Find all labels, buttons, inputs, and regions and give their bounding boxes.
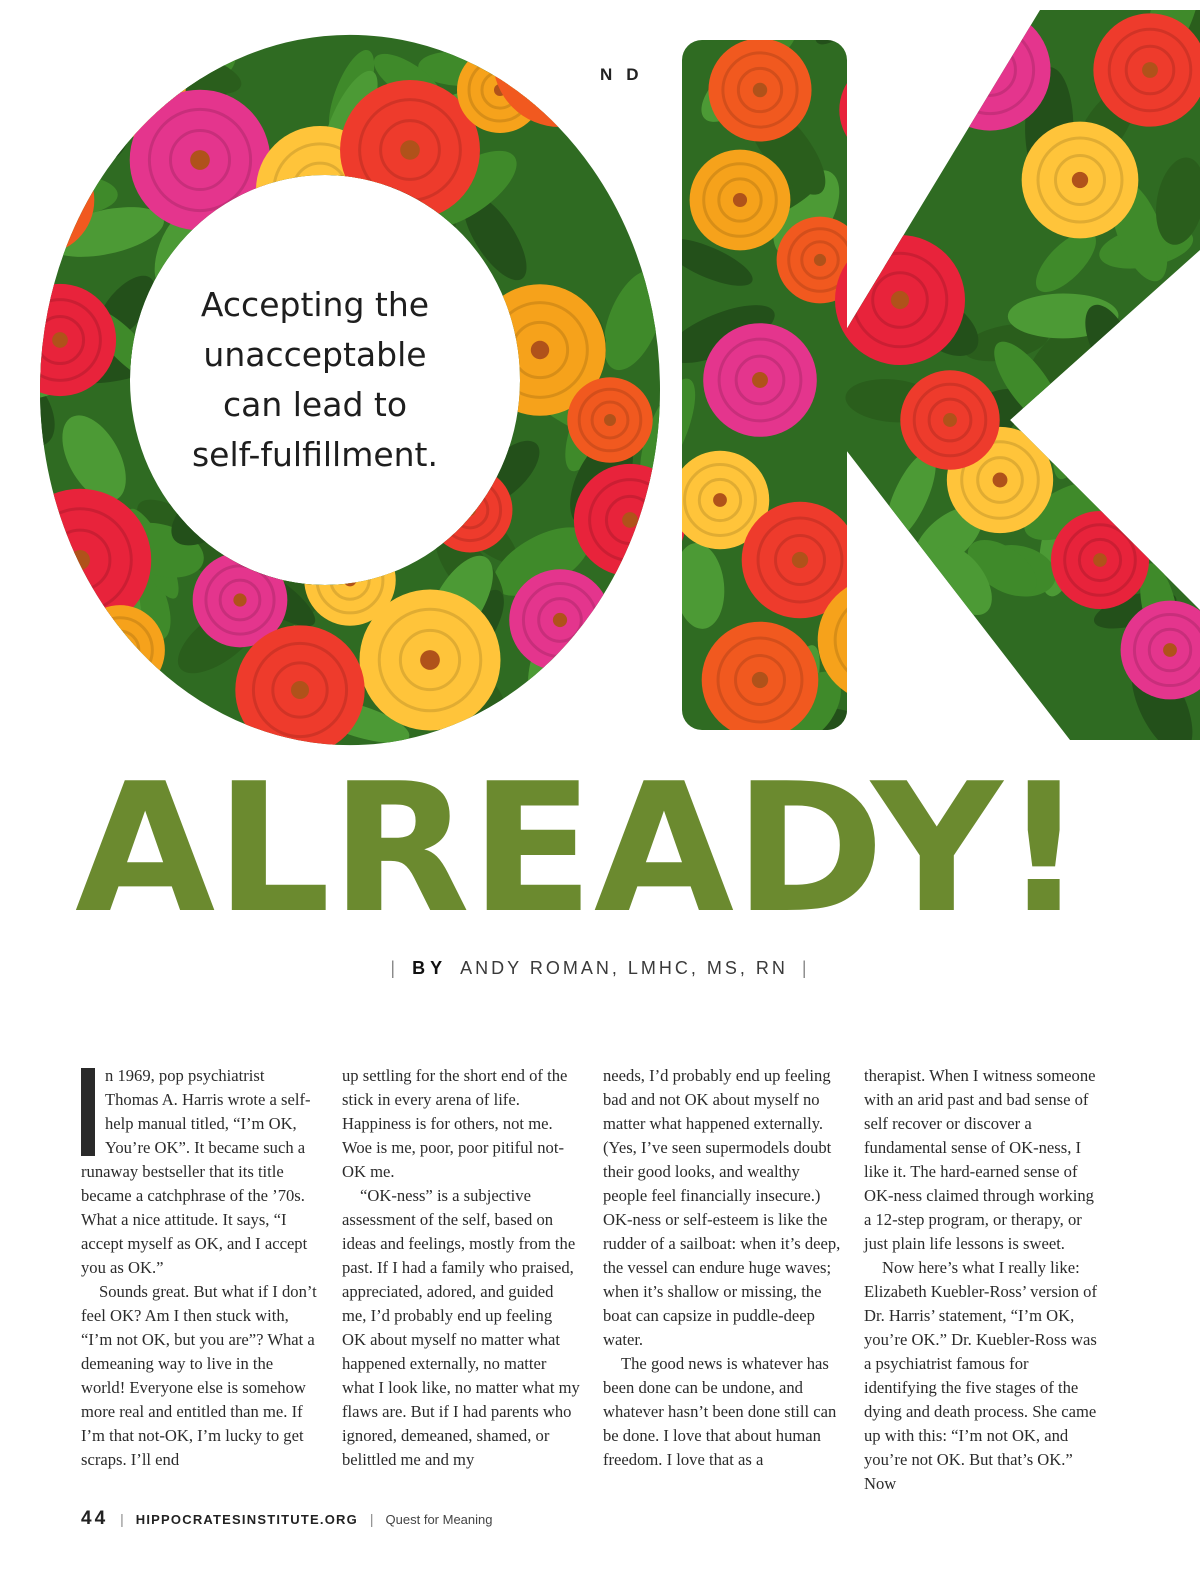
zinnia-petal-ring (106, 56, 154, 104)
page-footer (81, 1506, 493, 1532)
zinnia-petal-ring (854, 74, 927, 147)
leaf-shape (562, 0, 672, 60)
zinnia-petal-ring (869, 89, 912, 132)
article-column-4 (864, 1064, 1102, 1496)
zinnia-center (553, 613, 567, 627)
zinnia-center (883, 103, 897, 117)
zinnia-center (792, 552, 808, 568)
zinnia-center (531, 341, 549, 359)
paragraph-text: n 1969, pop psychiatrist Thomas A. Harris wrote a self-help manual titled, “I’m OK, You’re OK”. It became such a runaway bestseller that its title became a catchphrase of the ’70s. What a nice attitude. It says, “I accept myself as OK, and I accept you as OK.” (81, 1066, 311, 1277)
leaf-shape (834, 45, 950, 155)
leaf-shape (0, 187, 65, 293)
byline-bar: | (801, 958, 810, 978)
zinnia-center (871, 631, 888, 648)
leaf-shape (293, 0, 389, 29)
page-number: 44 (81, 1508, 109, 1529)
zinnia-center (291, 681, 309, 699)
headline-text: ALREADY! (75, 760, 1085, 920)
leaf-shape (0, 244, 52, 302)
subtitle-line: can lead to (222, 385, 408, 424)
article-paragraph (81, 1064, 319, 1280)
zinnia-petal-ring (532, 32, 588, 88)
zinnia-center (551, 51, 570, 70)
zinnia-petal-ring (89, 39, 171, 121)
zinnia-center (1163, 643, 1177, 657)
article-column-3 (603, 1064, 841, 1472)
leaf-shape (148, 0, 246, 32)
zinnia-center (752, 672, 768, 688)
zinnia-petal-ring (835, 595, 925, 685)
footer-section: Quest for Meaning (385, 1511, 493, 1527)
article-paragraph: therapist. When I witness someone with an arid past and bad sense of self recover or discover a fundamental sense of OK-ness, I like it. The hard-earned sense of OK-ness claimed through working a 12-step program, or therapy, or just plain life lessons is sweet. (864, 1066, 1096, 1253)
leaf-shape (1150, 294, 1200, 399)
byline (0, 958, 1200, 979)
zinnia-center (400, 140, 420, 160)
article-paragraph: “OK-ness” is a subjective assessment of the self, based on ideas and feelings, mostly from the past. If I had a family who praised, appreciated, adored, and guided me, I’d probably end up feeling OK about myself no matter what happened externally, no matter what I look like, no matter what my flaws are. But if I had parents who ignored, demeaned, shamed, or belittled me and my (342, 1186, 580, 1469)
byline-author: ANDY ROMAN, LMHC, MS, RN (460, 958, 788, 978)
footer-separator: | (120, 1511, 124, 1527)
leaf-shape (537, 0, 650, 55)
leaf-shape (1035, 396, 1129, 447)
zinnia-center (891, 291, 909, 309)
zinnia-center (32, 192, 47, 207)
zinnia-center (733, 193, 747, 207)
zinnia-petal-ring (512, 12, 608, 108)
headline (0, 760, 1200, 920)
footer-separator: | (369, 1511, 374, 1527)
article-column-2 (342, 1064, 580, 1472)
zinnia-center (122, 72, 138, 88)
zinnia-center (604, 414, 616, 426)
zinnia-center (814, 254, 826, 266)
zinnia-center (1072, 172, 1088, 188)
article-paragraph: Now here’s what I really like: Elizabeth Kuebler-Ross’ version of Dr. Harris’ statement, “I’m OK, you’re OK.” Dr. Kuebler-Ross was a psychiatrist famous for identifying the five stages of the dying and death process. She came up with this: “I’m not OK, and you’re not OK. But that’s OK.” Now (864, 1258, 1097, 1493)
zinnia-center (993, 473, 1008, 488)
zinnia-center (943, 413, 957, 427)
article-paragraph: The good news is whatever has been done can be undone, and whatever hasn’t been done still can be done. I love that about human freedom. I love that as a (603, 1354, 837, 1469)
leaf-shape (1074, 357, 1121, 471)
zinnia-center (114, 644, 127, 657)
article-paragraph: up settling for the short end of the stick in every arena of life. Happiness is for others, not me. Woe is me, poor, poor pitiful not-OK me. (342, 1066, 568, 1181)
zinnia-center (982, 62, 999, 79)
section-tag: ND (600, 65, 653, 84)
footer-site-link[interactable]: HIPPOCRATESINSTITUTE.ORG (135, 1511, 358, 1527)
subtitle (180, 280, 450, 480)
zinnia-center (233, 593, 246, 606)
leaf-shape (142, 695, 209, 760)
subtitle-line: self-fulfillment. (191, 435, 438, 474)
byline-by: BY (412, 958, 448, 978)
zinnia-center (1093, 553, 1107, 567)
zinnia-center (753, 83, 767, 97)
leaf-shape (1150, 454, 1200, 548)
zinnia-center (344, 574, 357, 587)
zinnia-petal-ring (854, 614, 906, 666)
zinnia-petal-ring (1, 161, 79, 239)
byline-bar: | (390, 958, 399, 978)
zinnia-center (190, 150, 210, 170)
leaf-shape (571, 8, 645, 111)
zinnia-center (1142, 62, 1158, 78)
zinnia-center (622, 512, 638, 528)
zinnia-center (70, 550, 90, 570)
zinnia-center (752, 372, 768, 388)
leaf-shape (1121, 419, 1200, 527)
leaf-shape (52, 1, 165, 72)
article-paragraph: needs, I’d probably end up feeling bad and not OK about myself no matter what happened externally. (Yes, I’ve seen supermodels doubt their good looks, and wealthy people feel financially insecure.) OK-ness or self-esteem is like the rudder of a sailboat: when it’s deep, the vessel can endure huge waves; when it’s shallow or missing, the boat can capsize in puddle-deep water. (603, 1066, 841, 1349)
drop-cap-i (81, 1068, 95, 1156)
zinnia-center (713, 493, 727, 507)
zinnia-petal-ring (17, 177, 63, 223)
zinnia-center (52, 332, 68, 348)
leaf-shape (910, 702, 980, 760)
subtitle-line: Accepting the (200, 285, 430, 324)
leaf-shape (63, 10, 135, 94)
leaf-shape (538, 641, 659, 737)
zinnia-center (311, 181, 329, 199)
article-paragraph: Sounds great. But what if I don’t feel OK? Am I then stuck with, “I’m not OK, but you are”? What a demeaning way to live in the world! Everyone else is somehow more real and entitled than me. If I’m that not-OK, I’m lucky to get scraps. I’ll end (81, 1282, 317, 1469)
leaf-shape (0, 53, 75, 144)
article-column-1 (81, 1064, 319, 1472)
subtitle-line: unacceptable (203, 335, 427, 374)
zinnia-center (420, 650, 440, 670)
zinnia-flower (839, 59, 940, 160)
zinnia-center (464, 504, 476, 516)
zinnia-petal-ring (101, 631, 139, 669)
